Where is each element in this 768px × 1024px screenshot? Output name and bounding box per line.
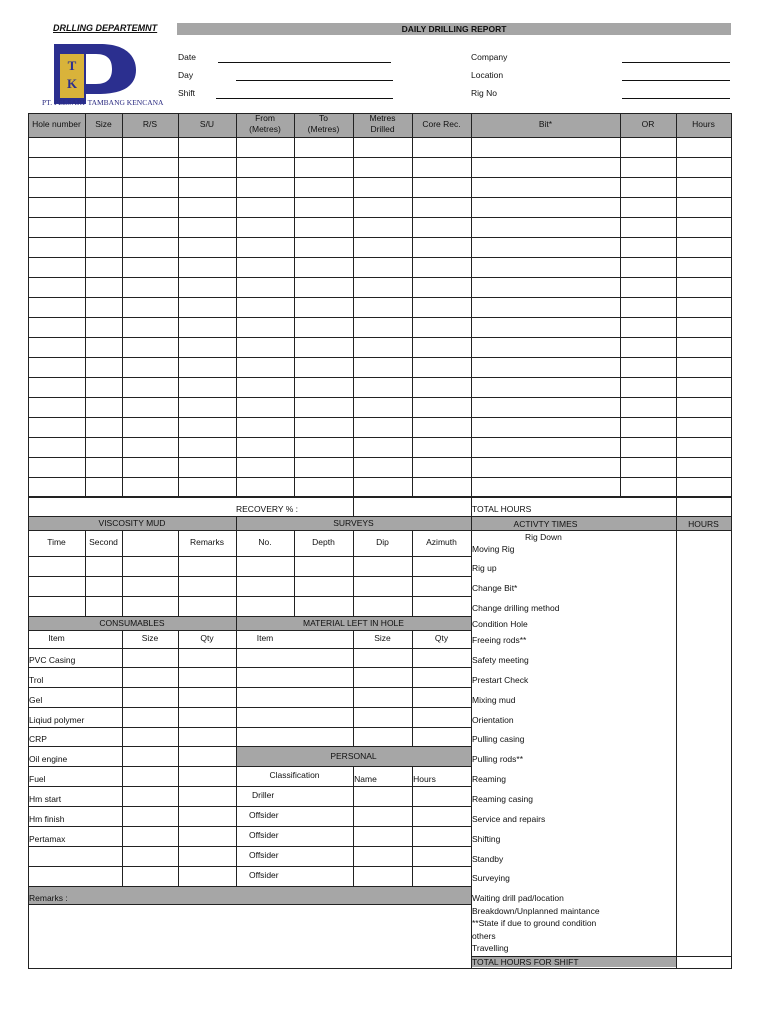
remarks-label: Remarks : — [29, 893, 68, 903]
grid-hline — [28, 357, 732, 358]
grid-vline — [28, 113, 29, 497]
consumable-item: Pertamax — [29, 834, 66, 844]
survey-col-depth: Depth — [312, 537, 335, 547]
activity-item: Travelling — [472, 943, 509, 953]
survey-col-no: No. — [258, 537, 272, 547]
company-label: Company — [471, 52, 508, 62]
surveys-title: SURVEYS — [333, 518, 374, 528]
grid-hline — [28, 496, 732, 497]
consumable-item: PVC Casing — [29, 655, 76, 665]
grid-vline — [85, 113, 86, 497]
activity-item: Shifting — [472, 834, 501, 844]
grid-hline — [28, 516, 732, 517]
activity-item: Change Bit* — [472, 583, 518, 593]
consumables-title: CONSUMABLES — [99, 618, 165, 628]
svg-text:T: T — [67, 58, 77, 73]
rig-no-label: Rig No — [471, 88, 497, 98]
personal-row-classification: Offsider — [249, 850, 279, 860]
activity-item: Reaming casing — [472, 794, 533, 804]
activity-item: Safety meeting — [472, 655, 529, 665]
activity-item: Change drilling method — [472, 603, 560, 613]
grid-vline — [353, 113, 354, 497]
grid-hline — [28, 866, 237, 867]
activity-item: Rig up — [472, 563, 497, 573]
company-field[interactable] — [622, 62, 730, 63]
viscosity-title: VISCOSITY MUD — [98, 518, 166, 528]
grid-vline — [620, 113, 621, 497]
grid-hline — [28, 397, 732, 398]
date-label: Date — [178, 52, 196, 62]
cons-col-size: Size — [141, 633, 159, 643]
grid-hline — [28, 197, 732, 198]
grid-hline — [236, 786, 472, 787]
grid-hline — [236, 687, 472, 688]
grid-hline — [28, 576, 472, 577]
activity-hours-title: HOURS — [688, 519, 719, 529]
grid-hline — [28, 237, 732, 238]
location-label: Location — [471, 70, 504, 80]
grid-hline — [28, 377, 732, 378]
grid-hline — [236, 667, 472, 668]
grid-hline — [236, 806, 472, 807]
grid-vline — [676, 113, 677, 497]
grid-vline — [676, 496, 677, 517]
rig-no-field[interactable] — [622, 98, 730, 99]
shift-label: Shift — [178, 88, 196, 98]
grid-hline — [28, 766, 237, 767]
grid-vline — [294, 113, 295, 497]
visc-col-remarks: Remarks — [189, 537, 224, 547]
activity-item: Rig Down — [525, 532, 562, 542]
material-title: MATERIAL LEFT IN HOLE — [303, 618, 404, 628]
grid-hline — [236, 826, 472, 827]
grid-hline — [28, 217, 732, 218]
grid-hline — [236, 648, 472, 649]
grid-hline — [28, 277, 732, 278]
grid-vline — [731, 113, 732, 497]
personal-row-classification: Driller — [252, 790, 275, 800]
consumable-item: CRP — [29, 734, 47, 744]
grid-vline — [178, 630, 179, 887]
grid-hline — [28, 556, 472, 557]
cons-col-item: Item — [48, 633, 65, 643]
pers-col-name: Name — [354, 774, 377, 784]
grid-hline — [28, 687, 237, 688]
activity-item: Freeing rods** — [472, 635, 527, 645]
grid-hline — [28, 786, 237, 787]
col-su: S/U — [199, 119, 215, 129]
grid-vline — [178, 113, 179, 497]
activity-item: Moving Rig — [472, 544, 515, 554]
company-name: PT. PELSART TAMBANG KENCANA — [42, 98, 164, 107]
activity-item: others — [472, 931, 496, 941]
mat-col-size: Size — [374, 633, 391, 643]
activity-item: Mixing mud — [472, 695, 516, 705]
grid-vline — [236, 113, 237, 497]
report-title: DAILY DRILLING REPORT — [177, 23, 731, 35]
grid-hline — [28, 727, 237, 728]
grid-hline — [28, 968, 732, 969]
grid-hline — [28, 630, 472, 631]
personal-row-classification: Offsider — [249, 830, 279, 840]
consumable-item: Liqiud polymer — [29, 715, 85, 725]
grid-hline — [28, 806, 237, 807]
day-field[interactable] — [236, 80, 393, 81]
pers-col-classification: Classification — [269, 770, 320, 780]
col-core-rec: Core Rec. — [422, 119, 461, 129]
svg-text:K: K — [66, 76, 78, 91]
visc-col-second: Second — [89, 537, 118, 547]
grid-hline — [28, 530, 472, 531]
pers-col-hours: Hours — [413, 774, 436, 784]
grid-hline — [28, 667, 237, 668]
activity-item: Waiting drill pad/location — [472, 893, 564, 903]
cons-col-qty: Qty — [200, 633, 214, 643]
consumable-item: Fuel — [29, 774, 46, 784]
grid-hline — [28, 297, 732, 298]
shift-field[interactable] — [216, 98, 393, 99]
personal-row-classification: Offsider — [249, 870, 279, 880]
col-from: From (Metres) — [249, 113, 281, 135]
grid-vline — [122, 113, 123, 497]
visc-col-time: Time — [47, 537, 66, 547]
location-field[interactable] — [622, 80, 730, 81]
survey-col-dip: Dip — [376, 537, 389, 547]
grid-hline — [28, 137, 732, 138]
grid-hline — [28, 337, 732, 338]
mat-col-item: Item — [256, 633, 274, 643]
grid-hline — [236, 866, 472, 867]
grid-vline — [122, 630, 123, 887]
consumable-item: Gel — [29, 695, 43, 705]
grid-hline — [28, 437, 732, 438]
day-label: Day — [178, 70, 194, 80]
activity-item: Reaming — [472, 774, 507, 784]
grid-hline — [28, 596, 472, 597]
survey-col-azimuth: Azimuth — [426, 537, 457, 547]
grid-hline — [28, 826, 237, 827]
grid-hline — [28, 477, 732, 478]
remarks-field[interactable] — [29, 905, 470, 967]
col-or: OR — [641, 119, 655, 129]
grid-hline — [28, 746, 237, 747]
mat-col-qty: Qty — [434, 633, 449, 643]
activity-item: Standby — [472, 854, 504, 864]
grid-hline — [236, 886, 472, 887]
remarks-header-shade — [28, 886, 471, 904]
activity-item: Orientation — [472, 715, 514, 725]
grid-vline — [731, 496, 732, 969]
grid-hline — [28, 257, 732, 258]
personal-title: PERSONAL — [330, 751, 377, 761]
grid-vline — [353, 496, 354, 517]
total-shift-label: TOTAL HOURS FOR SHIFT — [472, 957, 579, 967]
grid-vline — [122, 530, 123, 617]
activity-item: Pulling casing — [472, 734, 525, 744]
grid-hline — [28, 457, 732, 458]
personal-row-classification: Offsider — [249, 810, 279, 820]
col-hours: Hours — [692, 119, 715, 129]
grid-hline — [28, 616, 472, 617]
grid-hline — [28, 417, 732, 418]
consumable-item: Hm finish — [29, 814, 65, 824]
col-size: Size — [95, 119, 112, 129]
grid-hline — [236, 727, 472, 728]
grid-vline — [676, 516, 677, 969]
grid-hline — [28, 707, 237, 708]
activity-item: Condition Hole — [472, 619, 528, 629]
col-to: To (Metres) — [307, 113, 340, 135]
grid-hline — [28, 497, 732, 498]
recovery-label: RECOVERY % : — [236, 504, 299, 514]
activity-item: **State if due to ground condition — [472, 918, 597, 928]
grid-hline — [236, 707, 472, 708]
grid-hline — [236, 846, 472, 847]
grid-hline — [28, 648, 237, 649]
activity-title: ACTIVTY TIMES — [513, 519, 578, 529]
activity-item: Prestart Check — [472, 675, 529, 685]
grid-hline — [236, 766, 472, 767]
col-bit: Bit* — [538, 119, 553, 129]
col-hole-number: Hole number — [32, 119, 81, 129]
date-field[interactable] — [218, 62, 391, 63]
grid-hline — [236, 746, 472, 747]
grid-hline — [28, 317, 732, 318]
grid-vline — [471, 113, 472, 497]
activity-item: Service and repairs — [472, 814, 546, 824]
grid-hline — [28, 846, 237, 847]
grid-hline — [28, 886, 237, 887]
col-rs: R/S — [142, 119, 158, 129]
activity-item: Pulling rods** — [472, 754, 524, 764]
col-metres-drilled: Metres Drilled — [369, 113, 396, 135]
consumable-item: Trol — [29, 675, 44, 685]
consumable-item: Oil engine — [29, 754, 68, 764]
grid-hline — [28, 157, 732, 158]
activity-item: Surveying — [472, 873, 510, 883]
department-title: DRLLING DEPARTEMNT — [53, 23, 158, 33]
activity-item: Breakdown/Unplanned maintance — [472, 906, 600, 916]
grid-hline — [471, 530, 732, 531]
consumable-item: Hm start — [29, 794, 62, 804]
grid-vline — [412, 113, 413, 497]
total-hours-label: TOTAL HOURS — [472, 504, 532, 514]
grid-hline — [28, 177, 732, 178]
